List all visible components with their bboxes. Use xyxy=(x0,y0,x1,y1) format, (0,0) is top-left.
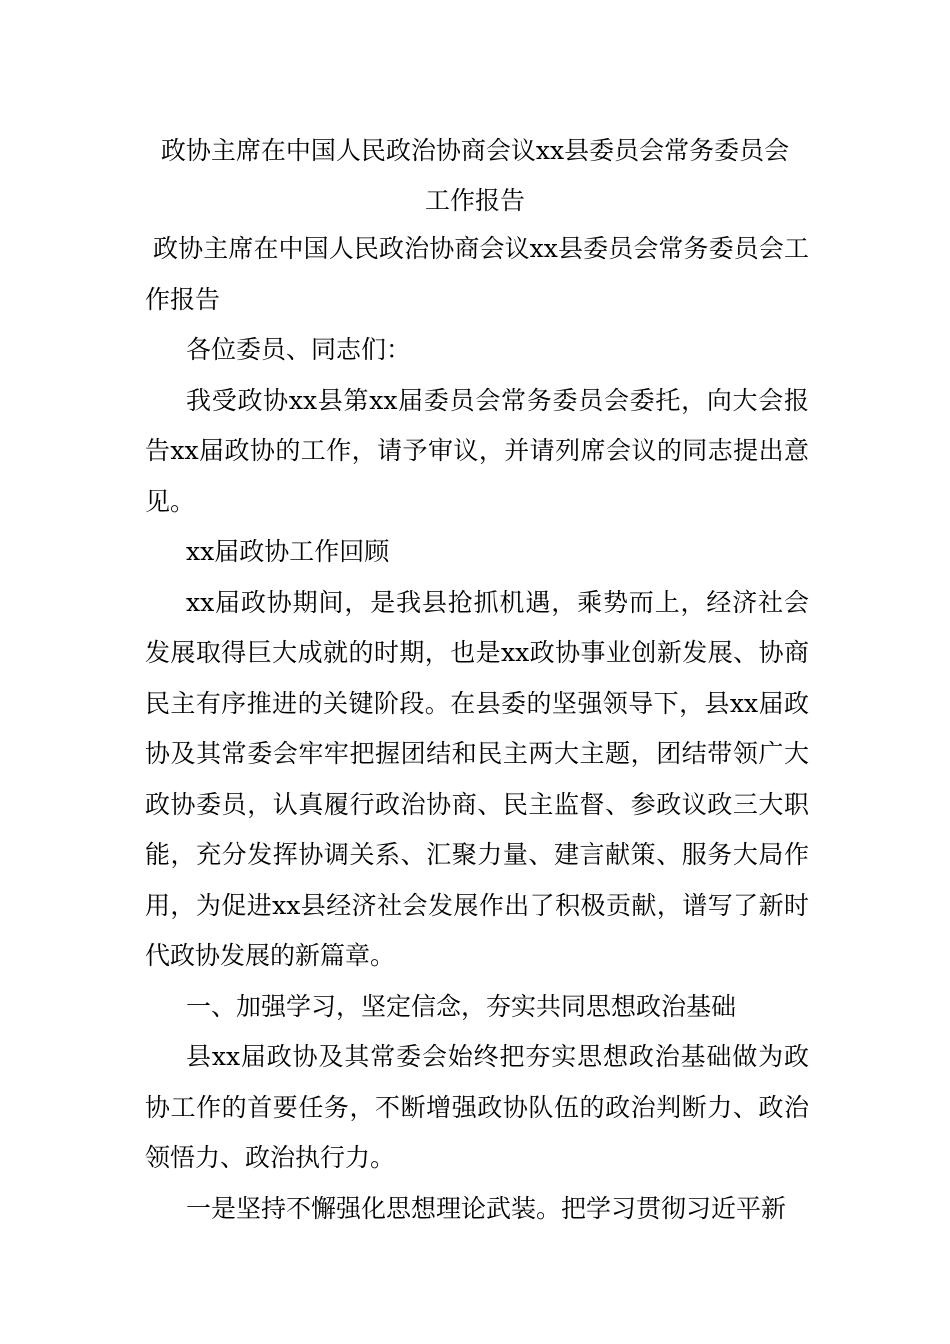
subtitle-paragraph: 政协主席在中国人民政治协商会议xx县委员会常务委员会工作报告 xyxy=(145,234,809,314)
point-one-paragraph: 一是坚持不懈强化思想理论武装。把学习贯彻习近平新 xyxy=(186,1193,787,1223)
document-title-line-1: 政协主席在中国人民政治协商会议xx县委员会常务委员会 xyxy=(160,136,790,165)
review-paragraph: xx届政协期间，是我县抢抓机遇，乘势而上，经济社会发展取得巨大成就的时期，也是xx政协事业创新发展、协商民主有序推进的关键阶段。在县委的坚强领导下，县xx届政协及其常委会牢牢把握团结和民主两大主题，团结带领广大政协委员，认真履行政治协商、民主监督、参政议政三大职能，充分发挥协调关系、汇聚力量、建言献策、服务大局作用，为促进xx县经济社会发展作出了积极贡献，谱写了新时代政协发展的新篇章。 xyxy=(145,587,809,970)
section-heading-one: 一、加强学习，坚定信念，夯实共同思想政治基础 xyxy=(186,991,737,1021)
document-title-line-2: 工作报告 xyxy=(424,186,525,215)
intro-paragraph: 我受政协xx县第xx届委员会常务委员会委托，向大会报告xx届政协的工作，请予审议，并请列席会议的同志提出意见。 xyxy=(145,385,809,516)
document-body xyxy=(145,224,809,1234)
section-heading-review: xx届政协工作回顾 xyxy=(186,537,390,566)
section-one-paragraph: 县xx届政协及其常委会始终把夯实思想政治基础做为政协工作的首要任务，不断增强政协队伍的政治判断力、政治领悟力、政治执行力。 xyxy=(145,1042,809,1172)
salutation-paragraph: 各位委员、同志们： xyxy=(186,335,412,364)
